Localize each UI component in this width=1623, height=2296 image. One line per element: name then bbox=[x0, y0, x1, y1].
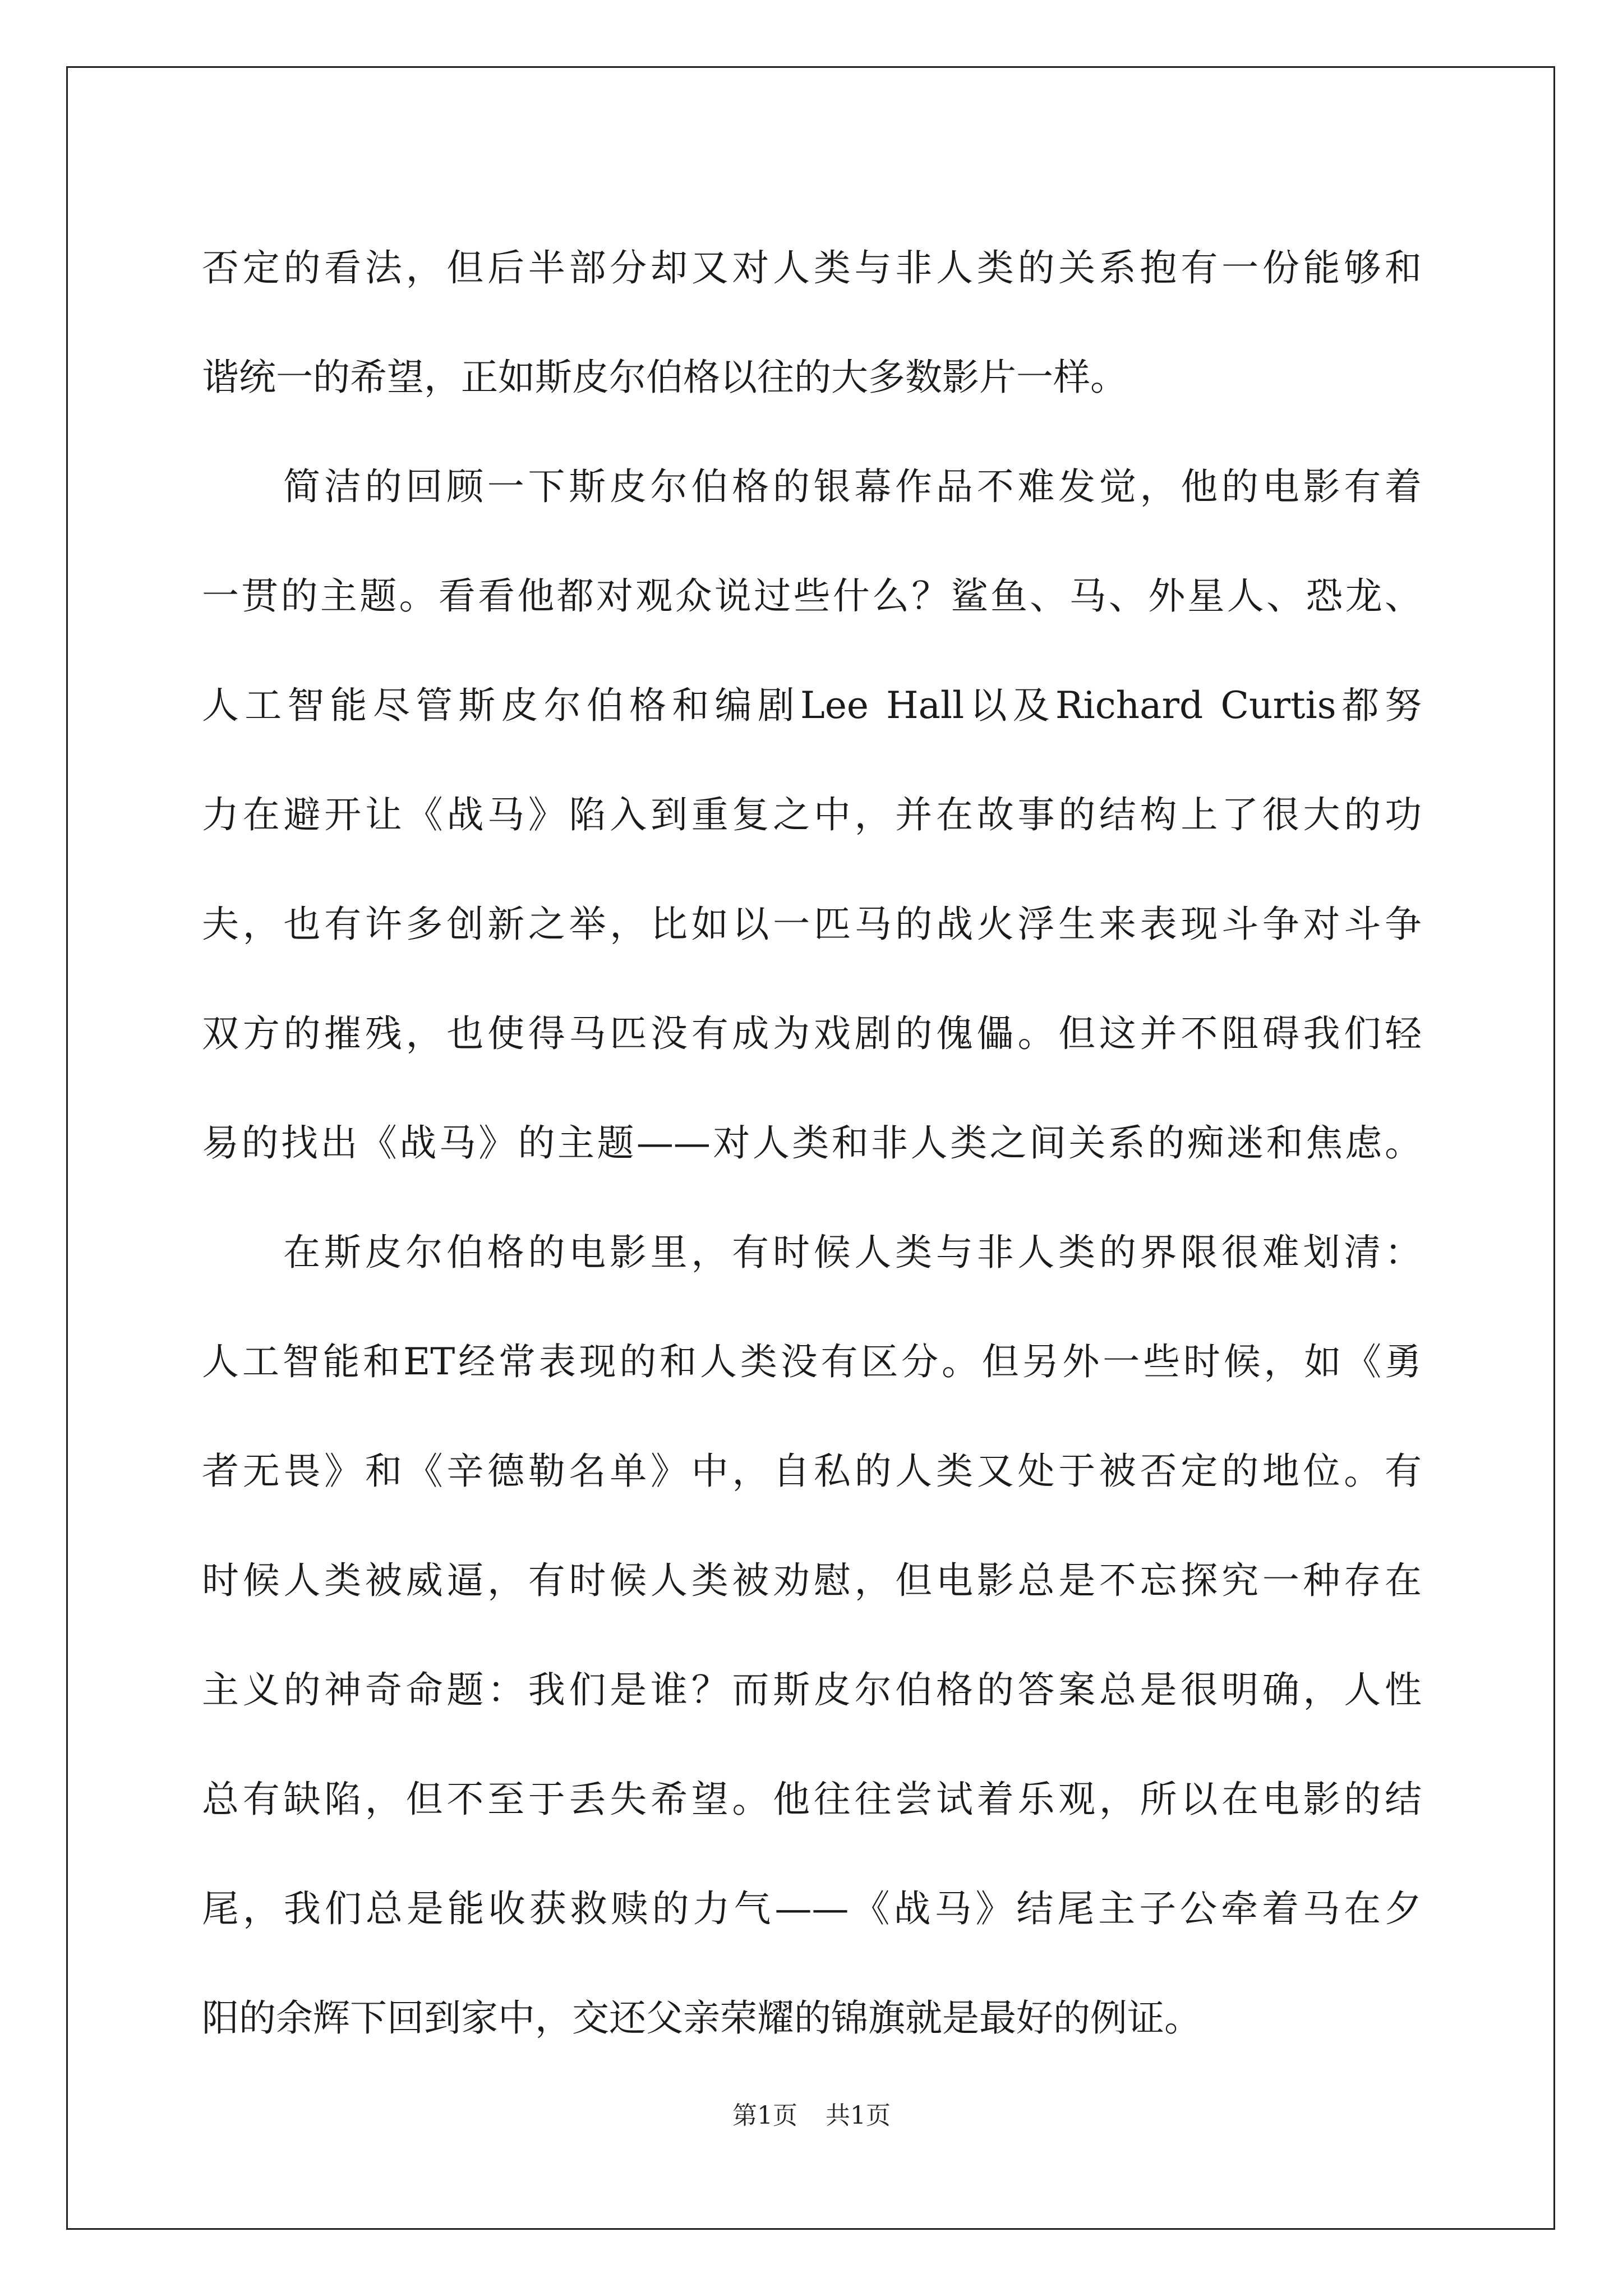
text-line: 双方的摧残，也使得马匹没有成为戏剧的傀儡。但这并不阻碍我们轻 bbox=[202, 1012, 1422, 1055]
text-line: 力在避开让《战马》陷入到重复之中，并在故事的结构上了很大的功 bbox=[202, 793, 1422, 836]
page-total: 共1页 bbox=[826, 2101, 891, 2130]
document-body bbox=[202, 213, 1422, 2073]
text-line: 否定的看法，但后半部分却又对人类与非人类的关系抱有一份能够和 bbox=[202, 246, 1422, 289]
text-line: 主义的神奇命题：我们是谁？而斯皮尔伯格的答案总是很明确，人性 bbox=[202, 1668, 1422, 1711]
page-number: 第1页 bbox=[732, 2101, 797, 2130]
page-footer bbox=[0, 2095, 1623, 2131]
text-line: 在斯皮尔伯格的电影里，有时候人类与非人类的界限很难划清： bbox=[283, 1231, 1422, 1274]
text-line: 阳的余辉下回到家中，交还父亲荣耀的锦旗就是最好的例证。 bbox=[202, 1996, 1201, 2040]
text-line: 总有缺陷，但不至于丢失希望。他往往尝试着乐观，所以在电影的结 bbox=[202, 1778, 1422, 1821]
text-line: 夫，也有许多创新之举，比如以一匹马的战火浮生来表现斗争对斗争 bbox=[202, 903, 1422, 946]
text-line: 尾，我们总是能收获救赎的力气——《战马》结尾主子公牵着马在夕 bbox=[202, 1887, 1422, 1930]
text-line: 者无畏》和《辛德勒名单》中，自私的人类又处于被否定的地位。有 bbox=[202, 1450, 1422, 1493]
text-line: 易的找出《战马》的主题——对人类和非人类之间关系的痴迷和焦虑。 bbox=[202, 1121, 1422, 1165]
text-line: 人工智能和ET经常表现的和人类没有区分。但另外一些时候，如《勇 bbox=[202, 1340, 1422, 1383]
text-line: 时候人类被威逼，有时候人类被劝慰，但电影总是不忘探究一种存在 bbox=[202, 1559, 1422, 1602]
text-line: 谐统一的希望，正如斯皮尔伯格以往的大多数影片一样。 bbox=[202, 356, 1127, 399]
text-line: 简洁的回顾一下斯皮尔伯格的银幕作品不难发觉，他的电影有着 bbox=[283, 465, 1422, 508]
text-line: 一贯的主题。看看他都对观众说过些什么？鲨鱼、马、外星人、恐龙、 bbox=[202, 574, 1422, 618]
text-line: 人工智能尽管斯皮尔伯格和编剧Lee Hall以及Richard Curtis都努 bbox=[202, 684, 1422, 727]
